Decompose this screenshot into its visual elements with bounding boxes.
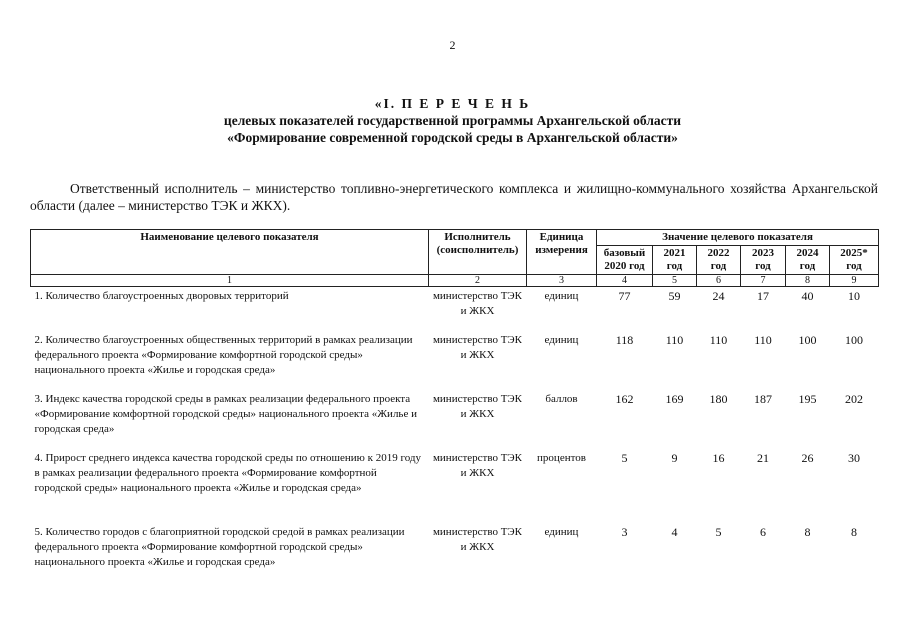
column-number-row [31,275,879,287]
column-number: 1 [31,275,429,287]
value-cell: 202 [845,391,864,406]
header-year: 2022 год [697,246,741,275]
indicator-executor: министерство ТЭК и ЖКХ [432,333,523,361]
header-row-1 [31,230,879,246]
value-cell: 5 [621,450,628,465]
column-number: 4 [597,275,653,287]
value-cell: 110 [754,332,772,347]
value-cell: 4 [671,524,678,539]
header-year: 2025* год [830,246,879,275]
header-unit: Единица измерения [527,230,597,275]
value-cell: 118 [615,332,634,347]
indicator-unit: единиц [544,290,579,302]
value-cell: 187 [754,391,772,406]
table-row [31,523,879,573]
table-row [31,287,879,331]
indicator-name: 1. Количество благоустроенных дворовых территорий [34,290,289,302]
indicator-executor: министерство ТЭК и ЖКХ [432,290,523,317]
indicator-unit: баллов [545,392,578,405]
column-number: 6 [697,275,741,287]
value-cell: 21 [757,450,769,465]
value-cell: 169 [665,391,684,406]
indicator-unit: процентов [537,451,586,464]
table-row [31,449,879,523]
value-cell: 8 [804,524,811,539]
table-row [31,331,879,390]
column-number: 8 [786,275,830,287]
title-line-3: «Формирование современной городской среды в Архангельской области» [227,130,678,145]
value-cell: 110 [709,332,728,347]
column-number: 2 [429,275,527,287]
header-year: 2023 год [741,246,786,275]
column-number: 7 [741,275,786,287]
value-cell: 195 [798,391,817,406]
responsible-executor-paragraph: Ответственный исполнитель – министерство топливно-энергетического комплекса и жилищно-коммунального хозяйства Архангельской области (далее – министерство ТЭК и ЖКХ). [30,181,878,213]
value-cell: 9 [671,450,678,465]
value-cell: 3 [621,524,628,539]
header-year: 2024 год [786,246,830,275]
value-cell: 26 [801,450,814,465]
title-line-1: «I. П Е Р Е Ч Е Н Ь [374,96,531,111]
table-row [31,390,879,449]
header-executor: Исполнитель (соисполнитель) [429,230,527,275]
value-cell: 100 [845,332,864,347]
value-cell: 5 [715,524,722,539]
value-cell: 162 [615,391,634,406]
indicator-executor: министерство ТЭК и ЖКХ [432,451,523,479]
value-cell: 17 [757,289,769,303]
value-cell: 40 [801,289,814,303]
column-number: 5 [653,275,697,287]
header-value-group: Значение целевого показателя [597,230,879,246]
value-cell: 30 [848,450,861,465]
indicator-name: 5. Количество городов с благоприятной городской средой в рамках реализации федерального проекта «Формирование комфортной городской среды» национального проекта «Жилье и городская среда» [34,525,405,568]
value-cell: 8 [851,524,858,539]
value-cell: 77 [618,289,631,303]
column-number: 3 [527,275,597,287]
value-cell: 24 [712,289,725,303]
header-name: Наименование целевого показателя [31,230,429,275]
value-cell: 180 [709,391,728,406]
indicator-name: 2. Количество благоустроенных общественных территорий в рамках реализации федерального проекта «Формирование комфортной городской среды» национального проекта «Жилье и городская среда» [34,333,413,376]
indicator-executor: министерство ТЭК и ЖКХ [432,525,523,553]
value-cell: 10 [848,289,861,303]
indicator-name: 4. Прирост среднего индекса качества городской среды по отношению к 2019 году в рамках реализации федерального проекта «Формирование комфортной городской среды» национального проекта «Жилье и городская среда» [34,451,421,494]
indicators-table [30,229,879,573]
value-cell: 6 [760,524,766,539]
value-cell: 110 [665,332,684,347]
indicator-unit: единиц [544,525,579,538]
column-number: 9 [830,275,879,287]
indicator-executor: министерство ТЭК и ЖКХ [432,392,523,420]
page-number: 2 [449,38,456,52]
indicator-name: 3. Индекс качества городской среды в рамках реализации федерального проекта «Формирование комфортной городской среды» национального проекта «Жилье и городская среда» [34,392,417,435]
title-line-2: целевых показателей государственной программы Архангельской области [223,113,682,128]
value-cell: 16 [712,450,725,465]
value-cell: 100 [798,332,817,347]
header-year: базовый 2020 год [597,246,653,275]
value-cell: 59 [668,289,681,303]
indicator-unit: единиц [544,333,579,346]
document-title [0,95,905,146]
header-year: 2021 год [653,246,697,275]
